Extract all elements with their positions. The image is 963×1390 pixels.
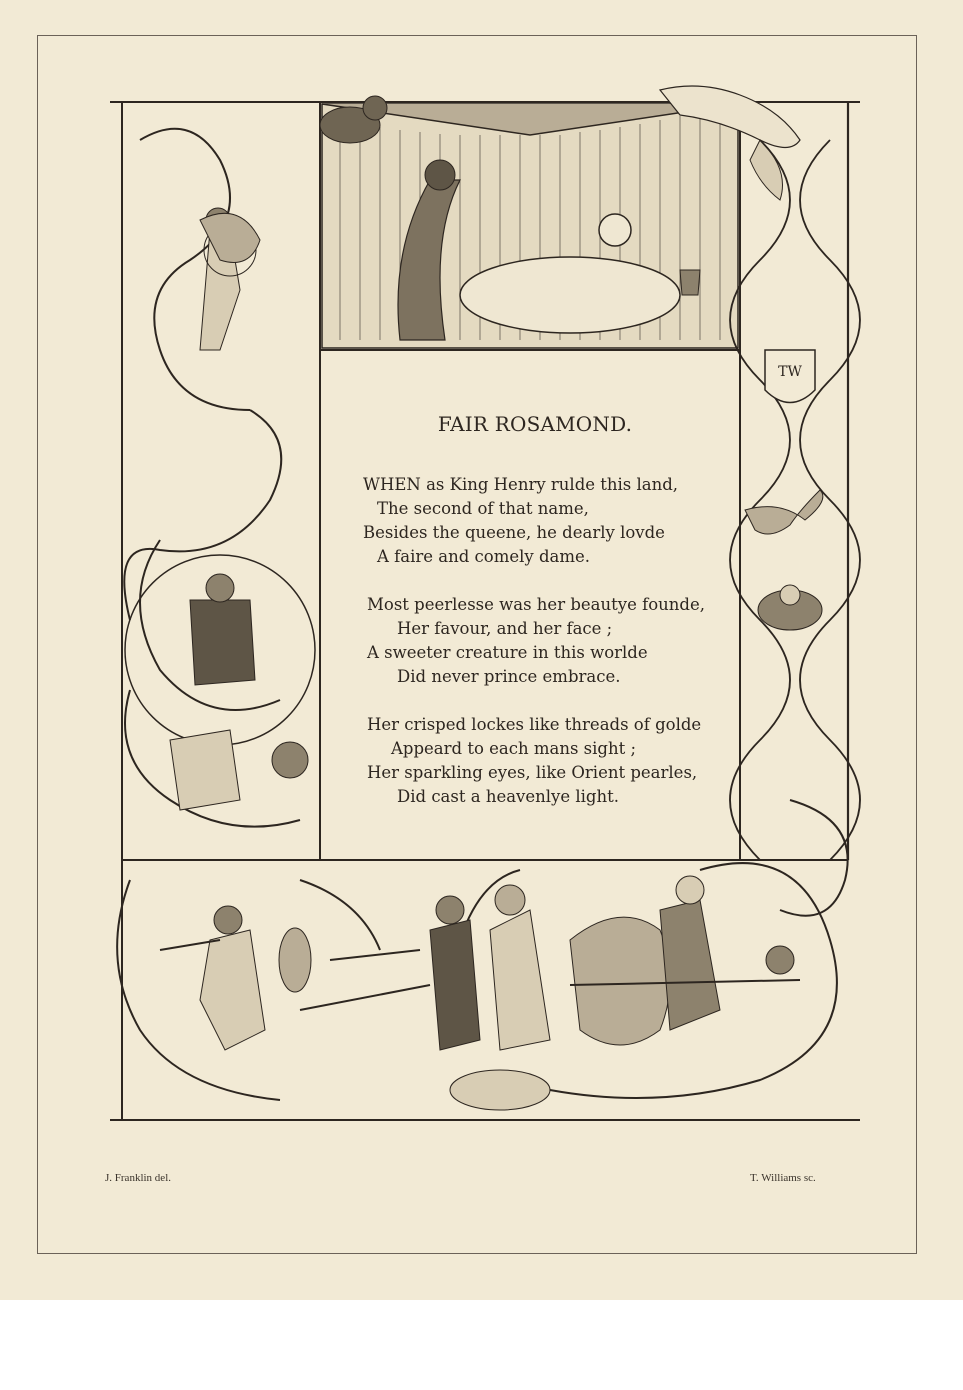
poem-line: Did cast a heavenlye light. <box>397 787 619 806</box>
poem-line: Her crisped lockes like threads of golde <box>367 715 702 734</box>
poem-line: Her favour, and her face ; <box>397 619 613 638</box>
battle-scene <box>160 876 800 1110</box>
bird-nest <box>758 585 822 630</box>
climbing-soldiers <box>170 208 308 810</box>
poem-line: WHEN as King Henry rulde this land, <box>363 475 679 494</box>
poem-line: A sweeter creature in this worlde <box>367 643 648 662</box>
poem-line: Appeard to each mans sight ; <box>391 739 637 758</box>
monogram-text: TW <box>778 364 802 380</box>
poem-line: Her sparkling eyes, like Orient pearles, <box>367 763 698 782</box>
poem-line: Did never prince embrace. <box>397 667 621 686</box>
poem-line: A faire and comely dame. <box>377 547 591 566</box>
right-lattice <box>730 140 860 860</box>
poem-line: Most peerlesse was her beautye founde, <box>367 595 705 614</box>
poem-panel <box>325 355 745 855</box>
bird-figure <box>745 490 823 534</box>
bottom-strip <box>0 1300 963 1390</box>
artist-credit: J. Franklin del. <box>105 1172 171 1184</box>
engraver-credit: T. Williams sc. <box>750 1172 816 1184</box>
canopy-bed-scene <box>322 104 738 348</box>
poem-line: The second of that name, <box>377 499 589 518</box>
poem-title: FAIR ROSAMOND. <box>437 412 633 436</box>
monogram-shield <box>765 350 815 403</box>
poem-line: Besides the queene, he dearly lovde <box>363 523 665 542</box>
